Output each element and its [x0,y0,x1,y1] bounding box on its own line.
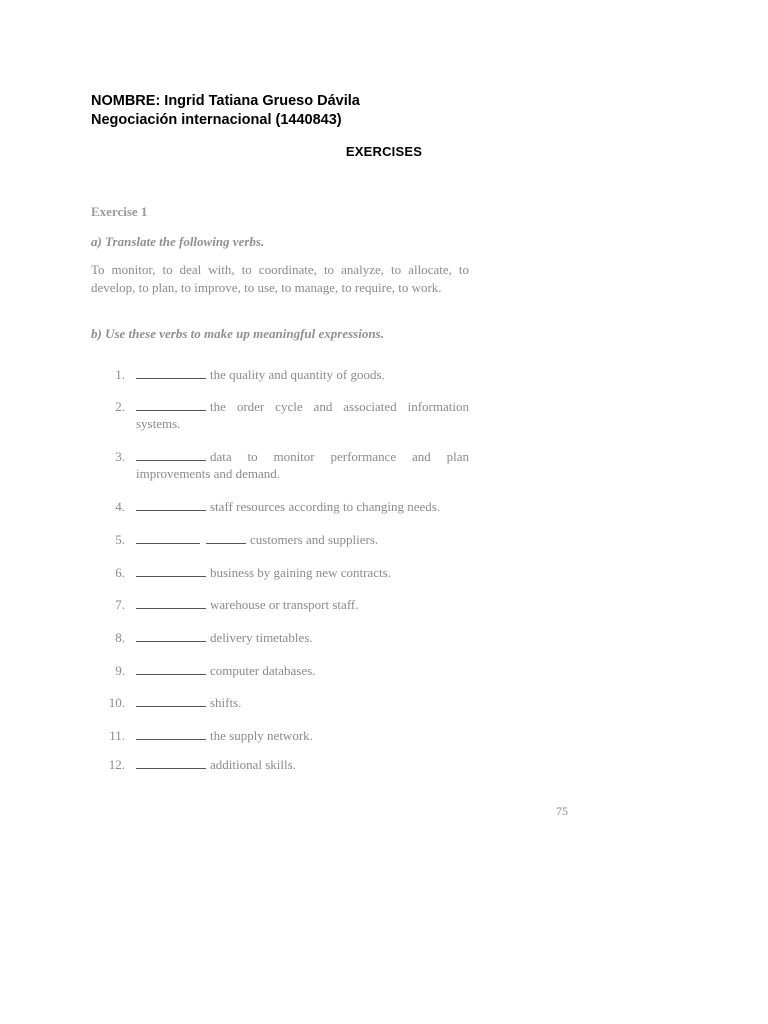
exercise-heading: Exercise 1 [91,204,148,219]
item-text: computer databases. [210,663,316,678]
item-number: 5. [115,532,125,547]
answer-blank [136,757,206,769]
item-number: 8. [115,630,125,645]
student-header [91,92,360,130]
answer-blank [136,532,200,544]
item-number: 1. [115,367,125,382]
item-text: customers and suppliers. [250,532,379,547]
item-number: 9. [115,663,125,678]
item-text: warehouse or transport staff. [210,597,359,612]
part-a-instruction: a) Translate the following verbs. [91,234,265,249]
item-number: 2. [115,399,125,414]
item-text: data to monitor performance and plan improvements and demand. [136,449,469,481]
item-text: additional skills. [210,757,296,772]
item-number: 6. [115,565,125,580]
answer-blank [136,565,206,577]
item-text: the supply network. [210,728,313,743]
answer-blank [136,499,206,511]
answer-blank [136,630,206,642]
page-number: 75 [556,804,568,818]
answer-blank [136,728,206,740]
item-number: 7. [115,597,125,612]
item-text: staff resources according to changing needs. [210,499,441,514]
answer-blank [136,597,206,609]
page-title: EXERCISES [345,144,423,159]
part-b-instruction: b) Use these verbs to make up meaningful expressions. [91,326,384,341]
answer-blank [136,399,206,411]
course-line: Negociación internacional (1440843) [91,112,342,128]
item-number: 11. [109,728,125,743]
item-text: the order cycle and associated information systems. [136,399,469,431]
answer-blank [136,449,206,461]
item-text: delivery timetables. [210,630,313,645]
item-number: 10. [108,695,125,710]
item-text: the quality and quantity of goods. [210,367,385,382]
item-number: 4. [115,499,125,514]
item-number: 3. [115,449,125,464]
answer-blank [206,532,246,544]
answer-blank [136,663,206,675]
answer-blank [136,695,206,707]
verb-list: To monitor, to deal with, to coordinate, to analyze, to allocate, to develop, to plan, to improve, to use, to manage, to require, to work. [91,262,469,295]
item-number: 12. [108,757,125,772]
student-name-line: NOMBRE: Ingrid Tatiana Grueso Dávila [91,93,360,109]
item-text: business by gaining new contracts. [210,565,391,580]
item-text: shifts. [210,695,242,710]
answer-blank [136,367,206,379]
